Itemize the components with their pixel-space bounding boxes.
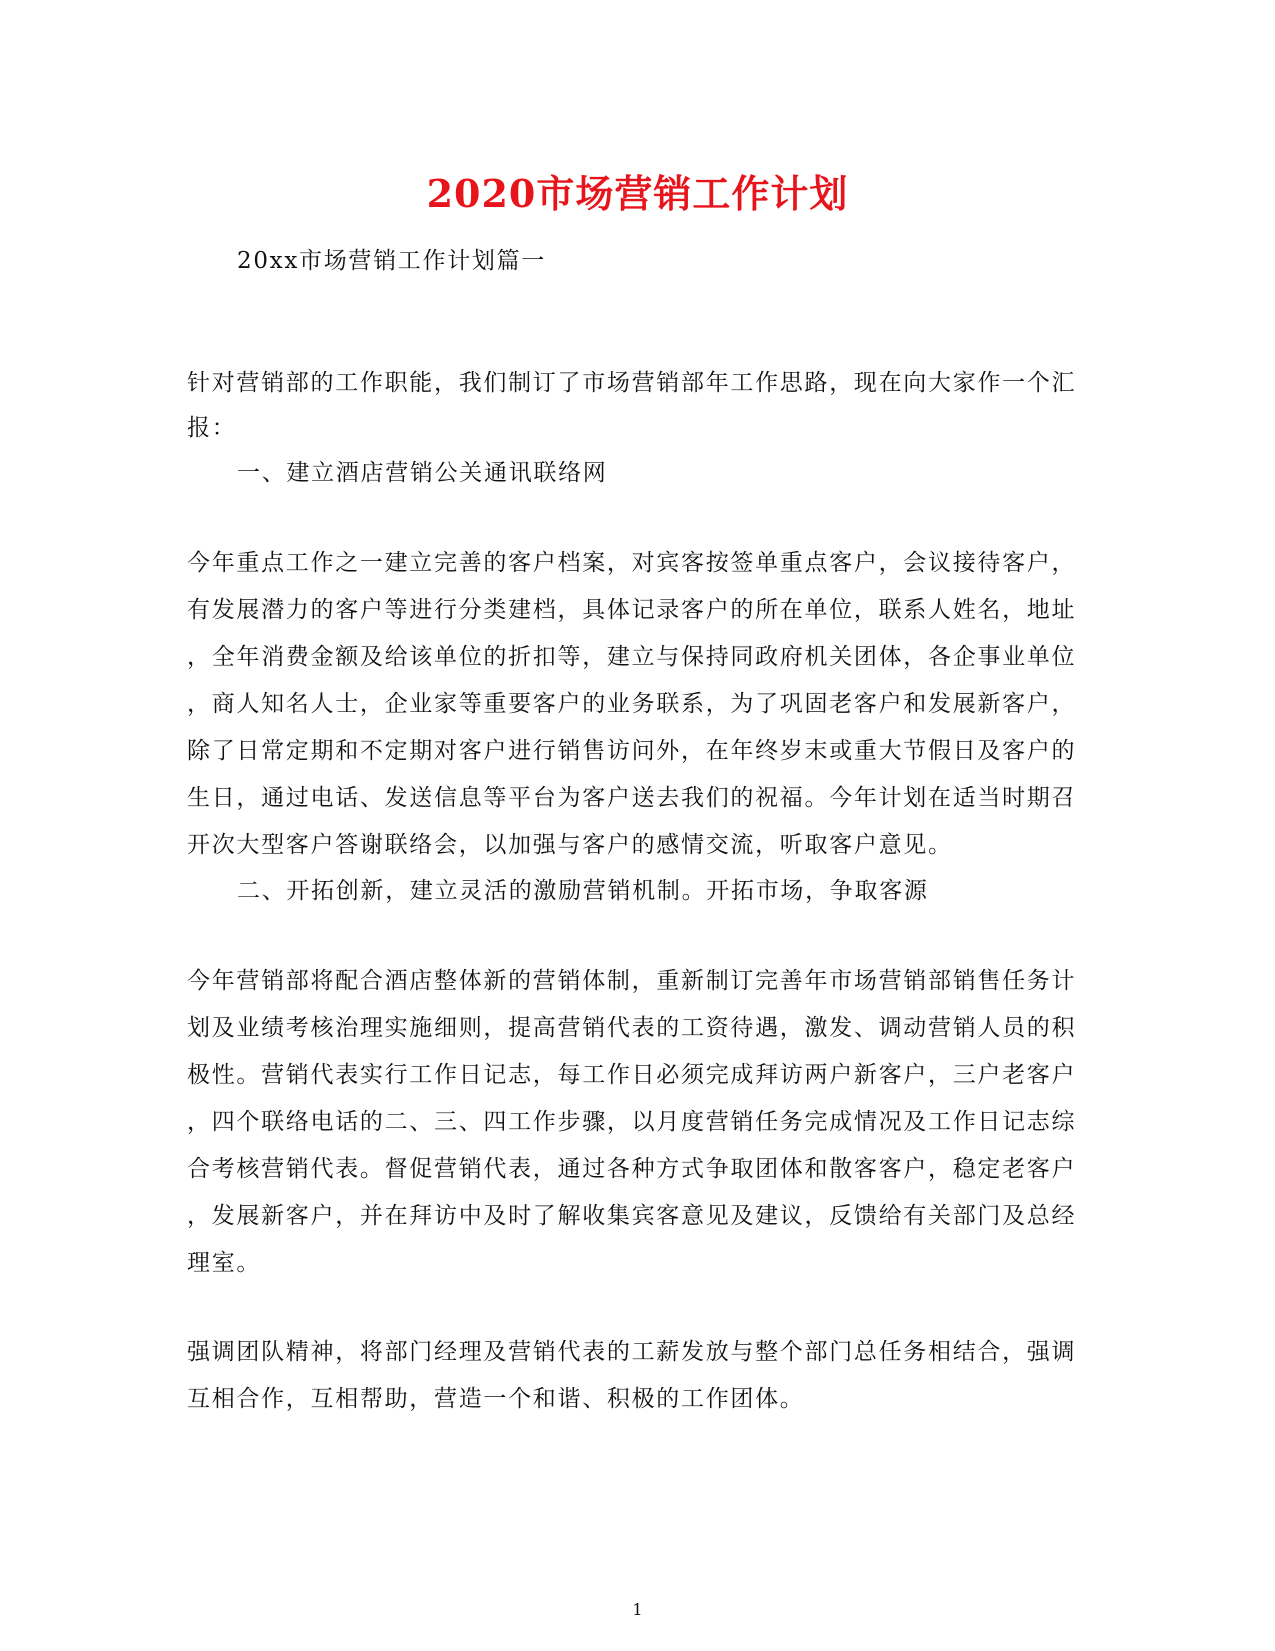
body-line: 开次大型客户答谢联络会，以加强与客户的感情交流，听取客户意见。 (187, 832, 953, 858)
body-line: 生日，通过电话、发送信息等平台为客户送去我们的祝福。今年计划在适当时期召 (187, 785, 1077, 811)
body-line: 理室。 (187, 1250, 262, 1276)
intro-line: 针对营销部的工作职能，我们制订了市场营销部年工作思路，现在向大家作一个汇 (187, 370, 1077, 396)
body-line: ，四个联络电话的二、三、四工作步骤，以月度营销任务完成情况及工作日记志综 (187, 1109, 1077, 1135)
body-line: ，全年消费金额及给该单位的折扣等，建立与保持同政府机关团体，各企事业单位 (187, 644, 1077, 670)
body-line: 今年重点工作之一建立完善的客户档案，对宾客按签单重点客户，会议接待客户， (187, 550, 1077, 576)
page-number: 1 (632, 1600, 643, 1619)
closing-line: 强调团队精神，将部门经理及营销代表的工薪发放与整个部门总任务相结合，强调 (187, 1339, 1077, 1365)
body-line: ，商人知名人士，企业家等重要客户的业务联系，为了巩固老客户和发展新客户， (187, 691, 1077, 717)
document-subtitle: 20xx市场营销工作计划篇一 (237, 248, 547, 274)
section-heading: 二、开拓创新，建立灵活的激励营销机制。开拓市场，争取客源 (237, 878, 929, 904)
body-line: 合考核营销代表。督促营销代表，通过各种方式争取团体和散客客户，稳定老客户 (187, 1156, 1077, 1182)
intro-line: 报： (187, 415, 237, 441)
body-line: 今年营销部将配合酒店整体新的营销体制，重新制订完善年市场营销部销售任务计 (187, 968, 1077, 994)
closing-line: 互相合作，互相帮助，营造一个和谐、积极的工作团体。 (187, 1386, 805, 1412)
body-line: 除了日常定期和不定期对客户进行销售访问外，在年终岁末或重大节假日及客户的 (187, 738, 1077, 764)
body-line: ，发展新客户，并在拜访中及时了解收集宾客意见及建议，反馈给有关部门及总经 (187, 1203, 1077, 1229)
body-line: 划及业绩考核治理实施细则，提高营销代表的工资待遇，激发、调动营销人员的积 (187, 1015, 1077, 1041)
section-heading: 一、建立酒店营销公关通讯联络网 (237, 460, 608, 486)
body-line: 极性。营销代表实行工作日记志，每工作日必须完成拜访两户新客户，三户老客户 (187, 1062, 1077, 1088)
document-title: 2020市场营销工作计划 (426, 171, 849, 216)
body-line: 有发展潜力的客户等进行分类建档，具体记录客户的所在单位，联系人姓名，地址 (187, 597, 1077, 623)
